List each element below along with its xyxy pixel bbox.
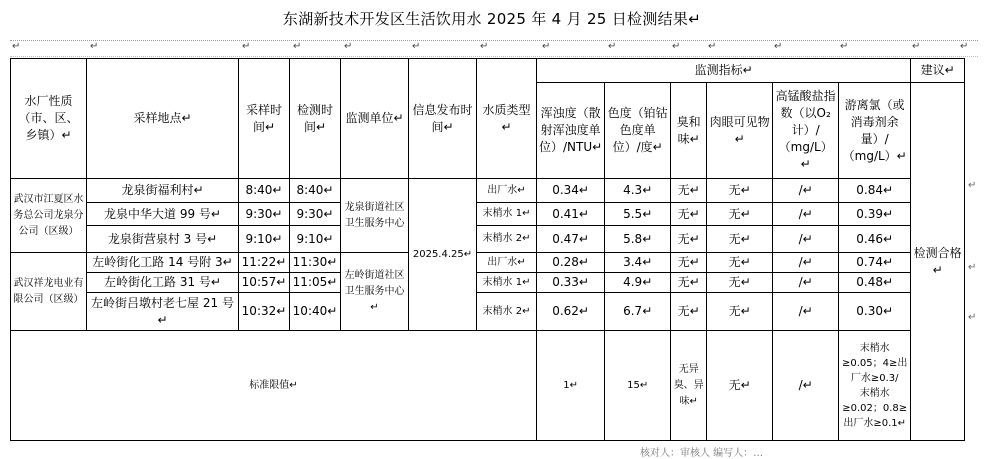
table-row — [11, 179, 965, 203]
row-end-mark: ↵ — [968, 312, 977, 323]
chlorine-cell: 0.74↵ — [839, 253, 911, 273]
standard-turbidity: 1↵ — [537, 331, 605, 441]
header-odor: 臭和味↵ — [671, 83, 707, 179]
water-type-cell: 末梢水 2↵ — [477, 293, 537, 331]
para-mark: ↵ — [90, 41, 99, 52]
visible-cell: 无↵ — [707, 179, 773, 203]
header-monitor-unit: 监测单位↵ — [341, 59, 409, 179]
standard-odor: 无异臭、异味↵ — [671, 331, 707, 441]
results-table — [10, 58, 965, 441]
permanganate-cell: /↵ — [773, 179, 839, 203]
header-sample-time: 采样时间↵ — [239, 59, 290, 179]
turbidity-cell: 0.33↵ — [537, 273, 605, 293]
header-turbidity: 浑浊度（散射浑浊度单位）/NTU↵ — [537, 83, 605, 179]
odor-cell: 无↵ — [671, 203, 707, 226]
test-time-cell: 11:30↵ — [290, 253, 341, 273]
sample-time-cell: 9:10↵ — [239, 226, 290, 253]
standard-label: 标准限值↵ — [11, 331, 537, 441]
water-type-cell: 出厂水↵ — [477, 179, 537, 203]
para-mark: ↵ — [242, 41, 251, 52]
sample-time-cell: 10:57↵ — [239, 273, 290, 293]
chlorine-cell: 0.39↵ — [839, 203, 911, 226]
header-test-time: 检测时间↵ — [290, 59, 341, 179]
odor-cell: 无↵ — [671, 273, 707, 293]
para-mark: ↵ — [542, 41, 551, 52]
chlorine-cell: 0.30↵ — [839, 293, 911, 331]
chlorine-cell: 0.46↵ — [839, 226, 911, 253]
para-mark: ↵ — [12, 41, 21, 52]
header-release-time: 信息发布时间↵ — [409, 59, 477, 179]
para-mark: ↵ — [960, 41, 969, 52]
footer-fragment: 核对人：审核人 编写人：… — [640, 448, 764, 459]
monitor-unit-cell: 龙泉街道社区卫生服务中心 — [341, 179, 409, 253]
permanganate-cell: /↵ — [773, 273, 839, 293]
color-cell: 4.3↵ — [605, 179, 671, 203]
test-time-cell: 9:30↵ — [290, 203, 341, 226]
location-cell: 左岭街化工路 14 号附 3↵ — [87, 253, 239, 273]
header-visible-matter: 肉眼可见物↵ — [707, 83, 773, 179]
test-time-cell: 8:40↵ — [290, 179, 341, 203]
location-cell: 左岭街化工路 31 号↵ — [87, 273, 239, 293]
table-row — [11, 293, 965, 331]
visible-cell: 无↵ — [707, 273, 773, 293]
visible-cell: 无↵ — [707, 226, 773, 253]
permanganate-cell: /↵ — [773, 203, 839, 226]
water-type-cell: 出厂水↵ — [477, 253, 537, 273]
turbidity-cell: 0.62↵ — [537, 293, 605, 331]
para-mark: ↵ — [344, 41, 353, 52]
table-row — [11, 273, 965, 293]
visible-cell: 无↵ — [707, 253, 773, 273]
header-indicators: 监测指标↵ — [537, 59, 911, 83]
para-mark: ↵ — [412, 41, 421, 52]
para-mark: ↵ — [672, 41, 681, 52]
chlorine-cell: 0.84↵ — [839, 179, 911, 203]
location-cell: 左岭街吕墩村老七屋 21 号↵ — [87, 293, 239, 331]
standard-color: 15↵ — [605, 331, 671, 441]
standard-permanganate: /↵ — [773, 331, 839, 441]
test-time-cell: 11:05↵ — [290, 273, 341, 293]
table-row — [11, 203, 965, 226]
header-chlorine: 游离氯（或消毒剂余量）/（mg/L）↵ — [839, 83, 911, 179]
header-advice: 建议↵ — [911, 59, 965, 83]
sample-time-cell: 8:40↵ — [239, 179, 290, 203]
turbidity-cell: 0.28↵ — [537, 253, 605, 273]
standard-chlorine-black-text: 末梢水≥0.02；0.8≥出厂水≥0.1↵ — [842, 387, 908, 429]
chlorine-cell: 0.48↵ — [839, 273, 911, 293]
test-time-cell: 10:40↵ — [290, 293, 341, 331]
para-mark: ↵ — [293, 41, 302, 52]
water-type-cell: 末梢水 1↵ — [477, 273, 537, 293]
odor-cell: 无↵ — [671, 226, 707, 253]
color-cell: 5.5↵ — [605, 203, 671, 226]
advice-value: 检测合格↵ — [911, 83, 965, 441]
table-row — [11, 253, 965, 273]
table-row — [11, 226, 965, 253]
para-mark: ↵ — [774, 41, 783, 52]
header-color: 色度（铂钴色度单位）/度↵ — [605, 83, 671, 179]
color-cell: 5.8↵ — [605, 226, 671, 253]
visible-cell: 无↵ — [707, 293, 773, 331]
release-date-cell: 2025.4.25↵ — [409, 179, 477, 331]
header-plant-type: 水厂性质（市、区、乡镇）↵ — [11, 59, 87, 179]
color-cell: 4.9↵ — [605, 273, 671, 293]
plant-name: 武汉市江夏区水务总公司龙泉分公司（区级） — [11, 179, 87, 253]
header-permanganate: 高锰酸盐指数（以O₂计）/（mg/L）↵ — [773, 83, 839, 179]
color-cell: 6.7↵ — [605, 293, 671, 331]
monitor-unit-cell: 左岭街道社区卫生服务中心↵ — [341, 253, 409, 331]
standard-visible: 无↵ — [707, 331, 773, 441]
para-mark: ↵ — [912, 41, 921, 52]
location-cell: 龙泉街福利村↵ — [87, 179, 239, 203]
turbidity-cell: 0.41↵ — [537, 203, 605, 226]
para-mark: ↵ — [708, 41, 717, 52]
water-type-cell: 末梢水 1↵ — [477, 203, 537, 226]
odor-cell: 无↵ — [671, 179, 707, 203]
row-end-mark: ↵ — [968, 262, 977, 273]
water-type-cell: 末梢水 2↵ — [477, 226, 537, 253]
header-location: 采样地点↵ — [87, 59, 239, 179]
visible-cell: 无↵ — [707, 203, 773, 226]
test-time-cell: 9:10↵ — [290, 226, 341, 253]
color-cell: 3.4↵ — [605, 253, 671, 273]
standard-row — [11, 331, 965, 441]
row-end-mark: ↵ — [968, 180, 977, 191]
para-mark: ↵ — [608, 41, 617, 52]
location-cell: 龙泉街营泉村 3 号↵ — [87, 226, 239, 253]
sample-time-cell: 11:22↵ — [239, 253, 290, 273]
permanganate-cell: /↵ — [773, 293, 839, 331]
header-water-type: 水质类型↵ — [477, 59, 537, 179]
sample-time-cell: 10:32↵ — [239, 293, 290, 331]
odor-cell: 无↵ — [671, 293, 707, 331]
column-marker-row — [10, 41, 980, 57]
sample-time-cell: 9:30↵ — [239, 203, 290, 226]
para-mark: ↵ — [480, 41, 489, 52]
para-mark: ↵ — [840, 41, 849, 52]
location-cell: 龙泉中华大道 99 号↵ — [87, 203, 239, 226]
plant-name: 武汉祥龙电业有限公司（区级） — [11, 253, 87, 331]
odor-cell: 无↵ — [671, 253, 707, 273]
turbidity-cell: 0.34↵ — [537, 179, 605, 203]
standard-chlorine — [839, 331, 911, 441]
document-title: 东湖新技术开发区生活饮用水 2025 年 4 月 25 日检测结果↵ — [282, 10, 702, 28]
permanganate-cell: /↵ — [773, 253, 839, 273]
turbidity-cell: 0.47↵ — [537, 226, 605, 253]
permanganate-cell: /↵ — [773, 226, 839, 253]
standard-chlorine-red-text: 末梢水≥0.05；4≥出厂水≥0.3/ — [841, 342, 908, 384]
